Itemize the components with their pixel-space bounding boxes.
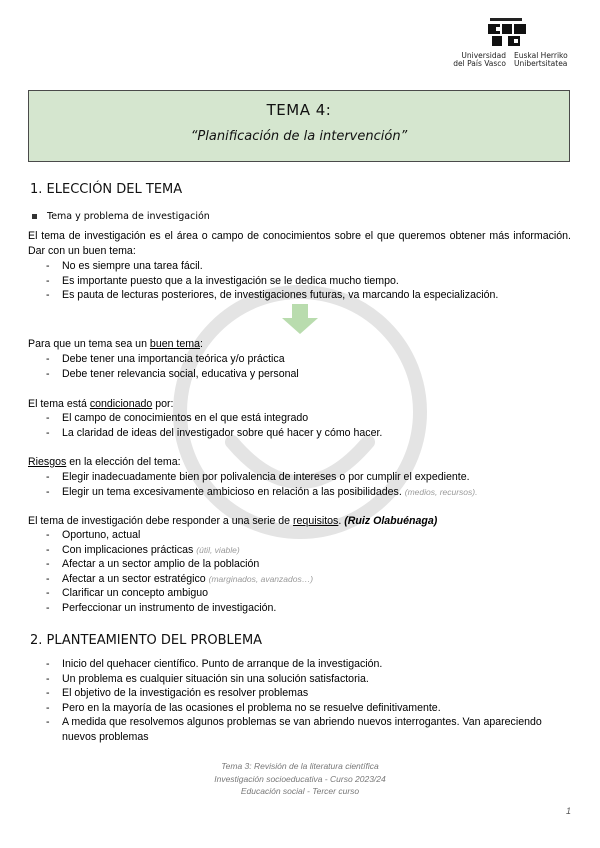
list-item: - Inicio del quehacer científico. Punto de arranque de la investigación. (28, 657, 571, 672)
requisites-paragraph: El tema de investigación debe responder a una serie de requisitos. (Ruiz Olabuénaga) (28, 515, 438, 527)
list-item: - Elegir inadecuadamente bien por polivalencia de intereses o por cumplir el expediente. (28, 470, 571, 485)
square-bullet-icon (32, 214, 37, 219)
list-item: - A medida que resolvemos algunos problemas se van abriendo nuevos interrogantes. Van apareciendo nuevos problemas (28, 715, 571, 744)
list-item: - El campo de conocimientos en el que está integrado (28, 411, 571, 426)
footer-line: Educación social - Tercer curso (240, 786, 360, 796)
list-item: - Afectar a un sector amplio de la población (28, 557, 571, 572)
list-item: - Debe tener relevancia social, educativa y personal (28, 367, 571, 382)
footer-line: Tema 3: Revisión de la literatura científica (221, 761, 379, 771)
logo-text-basque: Euskal Herriko Unibertsitatea (514, 51, 568, 68)
page-title: TEMA 4: (266, 101, 332, 119)
good-topic-list (28, 352, 571, 381)
list-item: - Es importante puesto que a la investigación se le dedica mucho tiempo. (28, 274, 571, 289)
conditioned-list (28, 411, 571, 440)
page-subtitle: “Planificación de la intervención” (190, 129, 408, 144)
logo-text-spanish: Universidad del País Vasco (453, 51, 506, 68)
list-item: - La claridad de ideas del investigador sobre qué hacer y cómo hacer. (28, 426, 571, 441)
requisites-list (28, 528, 571, 616)
intro-paragraph: El tema de investigación es el área o campo de conocimientos sobre el que queremos obtener más información. Dar con un buen tema: (28, 230, 571, 257)
list-item: - No es siempre una tarea fácil. (28, 259, 571, 274)
list-item: - Afectar a un sector estratégico (marginados, avanzados…) (28, 572, 571, 587)
list-item: - Perfeccionar un instrumento de investigación. (28, 601, 571, 616)
subheading-topic: Tema y problema de investigación (32, 211, 210, 222)
page-number: 1 (566, 806, 572, 816)
list-item: - Clarificar un concepto ambiguo (28, 586, 571, 601)
problem-list (28, 657, 571, 745)
section-heading-2: 2. PLANTEAMIENTO DEL PROBLEMA (30, 633, 263, 648)
section-heading-1: 1. ELECCIÓN DEL TEMA (30, 182, 183, 197)
list-item: - Es pauta de lecturas posteriores, de investigaciones futuras, va marcando la especialización. (28, 288, 571, 303)
list-item: - El objetivo de la investigación es resolver problemas (28, 686, 571, 701)
risks-list (28, 470, 571, 499)
title-box (28, 90, 570, 162)
risks-paragraph: Riesgos en la elección del tema: (28, 456, 181, 468)
page-footer (0, 760, 600, 798)
university-emblem-icon (446, 14, 576, 50)
university-logo (446, 14, 576, 74)
good-topic-paragraph: Para que un tema sea un buen tema: (28, 338, 203, 350)
list-item: - Oportuno, actual (28, 528, 571, 543)
list-item: - Debe tener una importancia teórica y/o práctica (28, 352, 571, 367)
list-item: - Elegir un tema excesivamente ambicioso en relación a las posibilidades. (medios, recursos). (28, 485, 571, 500)
conditioned-paragraph: El tema está condicionado por: (28, 398, 174, 410)
footer-line: Investigación socioeducativa - Curso 2023/24 (214, 773, 386, 784)
intro-list (28, 259, 571, 303)
list-item: - Un problema es cualquier situación sin una solución satisfactoria. (28, 672, 571, 687)
list-item: - Con implicaciones prácticas (útil, viable) (28, 543, 571, 558)
list-item: - Pero en la mayoría de las ocasiones el problema no se resuelve definitivamente. (28, 701, 571, 716)
